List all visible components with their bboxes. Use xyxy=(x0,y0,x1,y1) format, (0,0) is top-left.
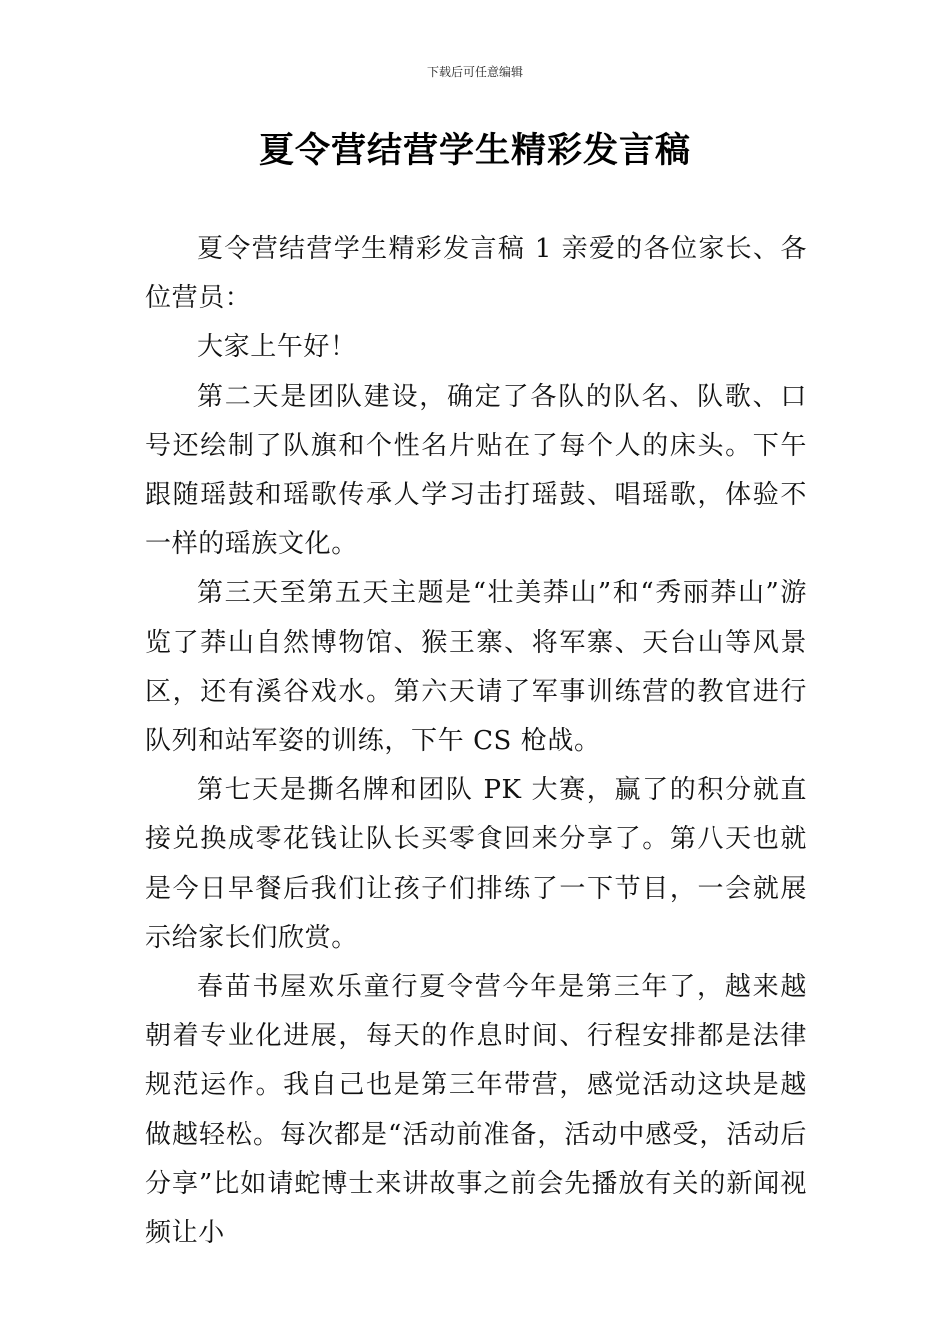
document-title: 夏令营结营学生精彩发言稿 xyxy=(258,131,691,171)
paragraph-days-seven-eight: 第七天是撕名牌和团队 PK 大赛，赢了的积分就直接兑换成零花钱让队长买零食回来分享了。第八天也就是今日早餐后我们让孩子们排练了一下节目，一会就展示给家长们欣赏。 xyxy=(145,775,807,953)
paragraph-days-three-to-six: 第三天至第五天主题是“壮美莽山”和“秀丽莽山”游览了莽山自然博物馆、猴王寨、将军寨、天台山等风景区，还有溪谷戏水。第六天请了军事训练营的教官进行队列和站军姿的训练，下午 CS 枪战。 xyxy=(145,578,807,757)
header-note: 下载后可任意编辑 xyxy=(426,65,523,79)
paragraph-greeting: 夏令营结营学生精彩发言稿 1 亲爱的各位家长、各位营员： xyxy=(145,234,807,314)
document-body xyxy=(145,225,807,1258)
paragraph-camp-summary: 春苗书屋欢乐童行夏令营今年是第三年了，越来越朝着专业化进展，每天的作息时间、行程安排都是法律规范运作。我自己也是第三年带营，感觉活动这块是越做越轻松。每次都是“活动前准备，活动中感受，活动后分享”比如请蛇博士来讲故事之前会先播放有关的新闻视频让小 xyxy=(145,972,807,1249)
paragraph-day-two: 第二天是团队建设，确定了各队的队名、队歌、口号还绘制了队旗和个性名片贴在了每个人的床头。下午跟随瑶鼓和瑶歌传承人学习击打瑶鼓、唱瑶歌，体验不一样的瑶族文化。 xyxy=(145,381,807,560)
paragraph-good-morning: 大家上午好！ xyxy=(197,332,357,363)
